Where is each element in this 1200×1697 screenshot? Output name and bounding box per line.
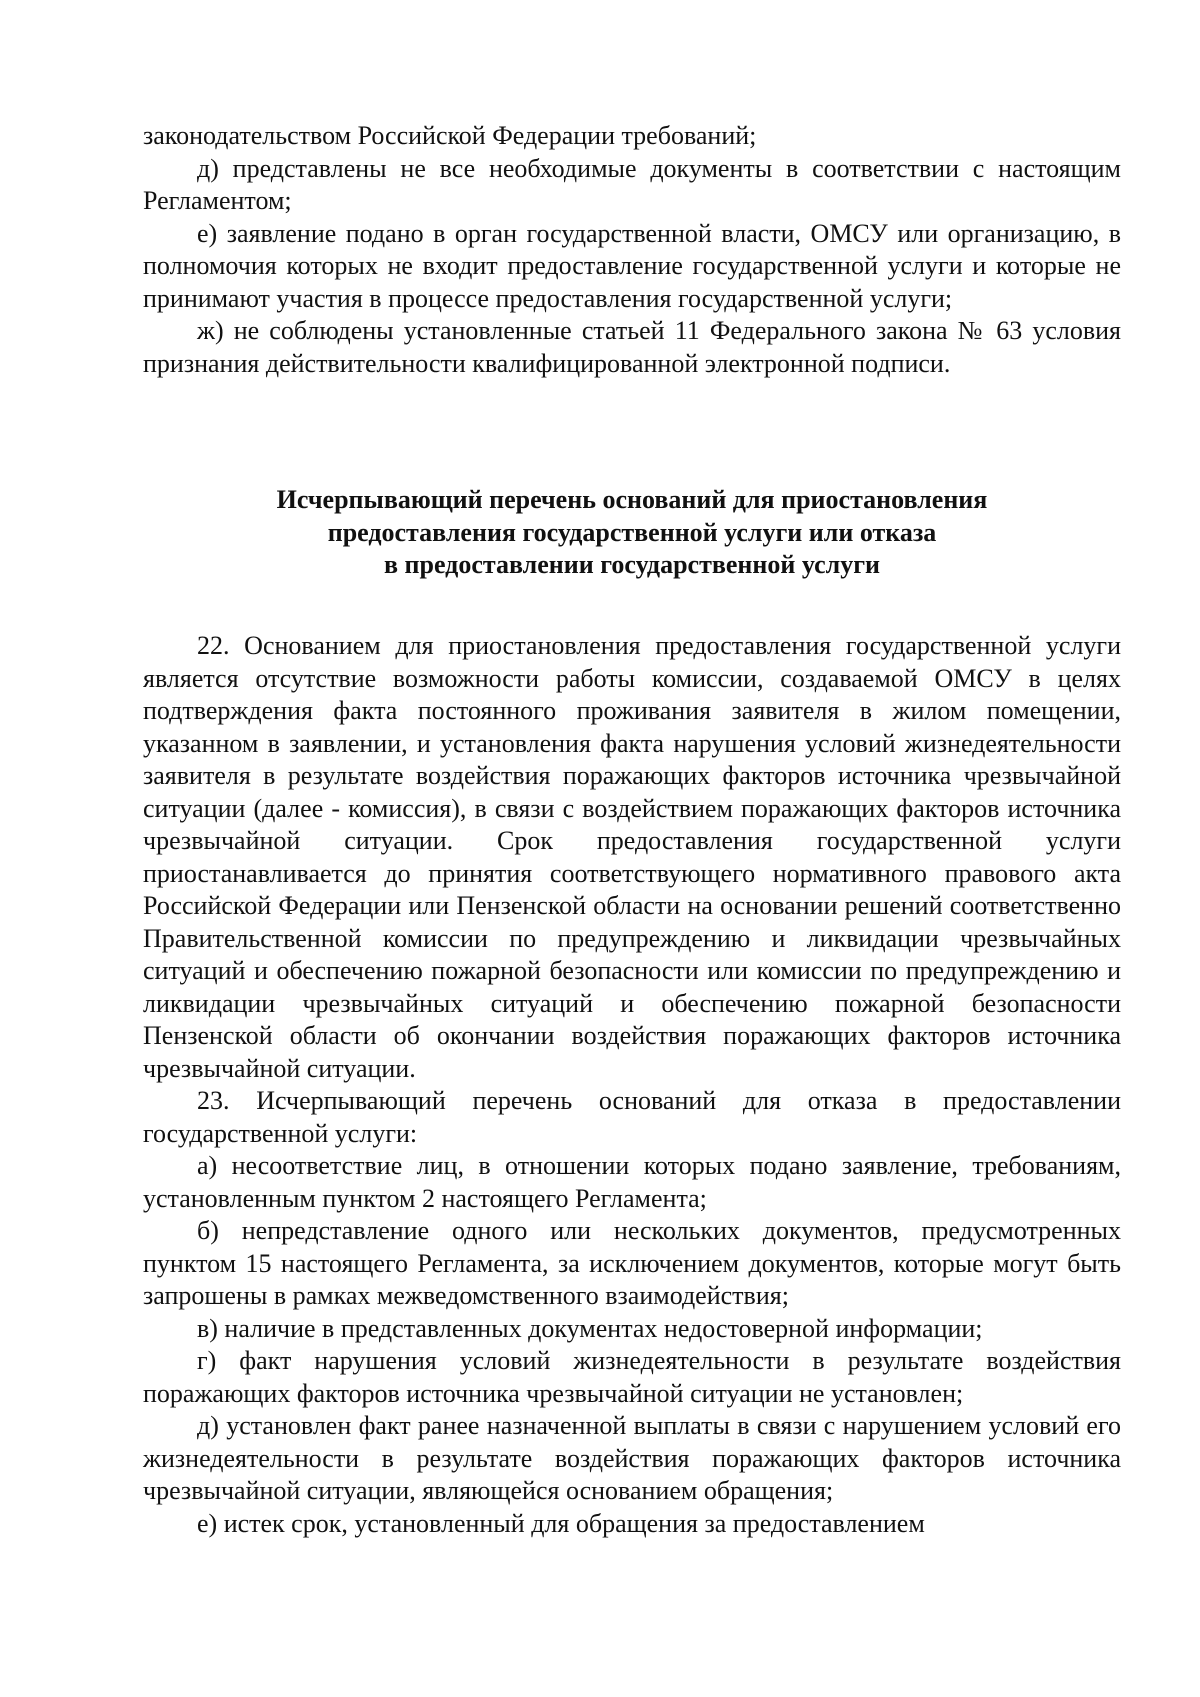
top-text-block — [143, 120, 1121, 380]
list-item-d-2: д) установлен факт ранее назначенной выплаты в связи с нарушением условий его жизнедеятельности в результате воздействия поражающих факторов источника чрезвычайной ситуации, являющейся основанием обращения; — [143, 1411, 1121, 1505]
list-item-e-2: е) истек срок, установленный для обращения за предоставлением — [197, 1508, 925, 1538]
paragraph-continuation: законодательством Российской Федерации требований; — [143, 121, 757, 150]
list-item-b: б) непредставление одного или нескольких документов, предусмотренных пунктом 15 настоящего Регламента, за исключением документов, которые могут быть запрошены в рамках межведомственного взаимодействия; — [143, 1216, 1121, 1310]
list-item-d: д) представлены не все необходимые документы в соответствии с настоящим Регламентом; — [143, 153, 1121, 215]
list-item-zh: ж) не соблюдены установленные статьей 11 Федерального закона № 63 условия признания действительности квалифицированной электронной подписи. — [143, 316, 1121, 378]
list-item-v: в) наличие в представленных документах недостоверной информации; — [197, 1313, 983, 1343]
section-heading — [143, 484, 1121, 582]
bottom-text-block — [143, 630, 1121, 1540]
list-item-g: г) факт нарушения условий жизнедеятельности в результате воздействия поражающих факторов источника чрезвычайной ситуации не установлен; — [143, 1346, 1121, 1408]
section-heading-line-3: в предоставлении государственной услуги — [383, 550, 880, 579]
section-heading-line-2: предоставления государственной услуги или отказа — [327, 517, 937, 547]
list-item-a: а) несоответствие лиц, в отношении которых подано заявление, требованиям, установленным пунктом 2 настоящего Регламента; — [143, 1151, 1121, 1213]
paragraph-23: 23. Исчерпывающий перечень оснований для отказа в предоставлении государственной услуги: — [143, 1086, 1121, 1148]
paragraph-22: 22. Основанием для приостановления предоставления государственной услуги является отсутствие возможности работы комиссии, создаваемой ОМСУ в целях подтверждения факта постоянного проживания заявителя в жилом помещении, указанном в заявлении, и установления факта нарушения условий жизнедеятельности заявителя в результате воздействия поражающих факторов источника чрезвычайной ситуации (далее - комиссия), в связи с воздействием поражающих факторов источника чрезвычайной ситуации. Срок предоставления государственной услуги приостанавливается до принятия соответствующего нормативного правового акта Российской Федерации или Пензенской области на основании решений соответственно Правительственной комиссии по предупреждению и ликвидации чрезвычайных ситуаций и обеспечению пожарной безопасности или комиссии по предупреждению и ликвидации чрезвычайных ситуаций и обеспечению пожарной безопасности Пензенской области об окончании воздействия поражающих факторов источника чрезвычайной ситуации. — [143, 631, 1121, 1083]
section-heading-line-1: Исчерпывающий перечень оснований для приостановления — [276, 485, 988, 514]
list-item-e: е) заявление подано в орган государственной власти, ОМСУ или организацию, в полномочия которых не входит предоставление государственной услуги и которые не принимают участия в процессе предоставления государственной услуги; — [143, 218, 1121, 313]
